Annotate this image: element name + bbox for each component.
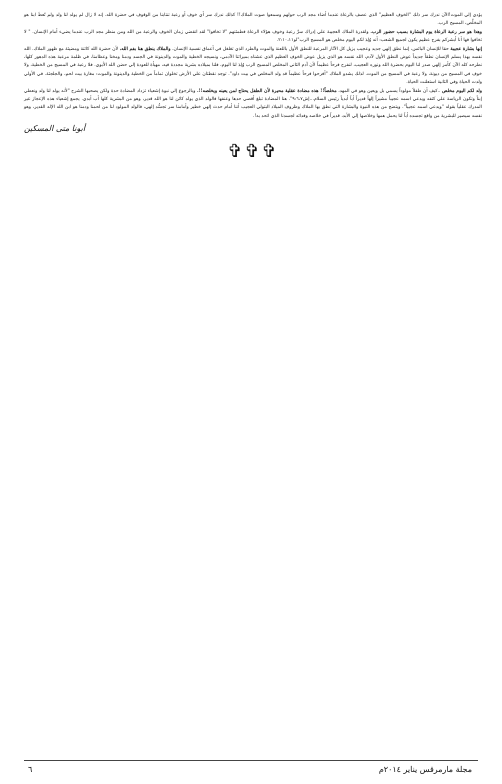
author-signature: أبونا متى المسكين — [24, 124, 86, 134]
paragraph-4-text-a: ..كيف أن طفلاً مولوداً يسمي بل ويعين وهو في المهد، — [336, 88, 442, 94]
paragraph-4 — [24, 88, 482, 122]
paragraph-3-text-a: حقا للإنسان البائس، إنما نطق إلهي جديد وعجيب يزيل كل الآثار المرعبة للنطق الأول باللعنة والموت والطرد الذي تغلغل في أعماق نفسية الإنسان. — [170, 46, 451, 52]
paragraph-2-heading: وهذا هو سر رعبة الرعاة يوم البشارة بسبب حضور الرب. — [370, 29, 482, 35]
page-footer — [24, 763, 478, 777]
cross-ornament-icon: ✞✞✞ — [227, 141, 279, 163]
paragraph-1 — [24, 12, 482, 29]
page-number: ٦ — [28, 765, 33, 774]
paragraph-3-text-b: لأن حضرة الله كائنة ومضيئة مع ظهور الملاك. الله نفسه بهذا يسلم الإنسان نطقاً جديداً عوض النطق الأول لآدم، الله نفسه هو الذي يزيل عوض الخوف العظيم الذي عشناه بميراثنا الآدمي، ونسيجه الخطية والموت والدينونة في الجسد ودمنا ومخنا وعظامنا، في ظلمة مرعبة هذه الدهور كلها، نطرحه كله الآن كأمر إلهي صدر لنا اليوم بحضرة الله ونوره العجيب، لنفرح فرحاً عظيماً لأن آدم الثاني المخلص المسيح الرب وُلِدَ لنا اليوم، فلنا بميلاده بشرية مجددة فيه، مهيأة للعودة إلي حضن الله الأبوي. فلا رعبة في المسيح من الخطية، ولا خوف في المسيح من ديونة، ولا رعبة في المسيح من الموت. لذلك يشدو الملاك "أفرحوا فرحاً عظيماً قد ولد المخلص في بيت داود". توجد نقطتان علي الأرض تخلوان تماماً من الخطية والدينونة والموت: مغارة بيت لحم، والجلجثة. في الأولي ولدت الحياة وفي الثانية استعلنت الحياة. — [24, 46, 482, 86]
paragraph-3-heading: إنها بشارة عجيبة — [450, 46, 483, 52]
article-body — [24, 12, 482, 121]
paragraph-4-text-b: وبالرجوع إلي نبوة إشعياء تزداد المضادة حدة ولكن يصحبها الشرح "لأنه يولد لنا ولد ونعطي إبناً وتكون الرياسة علي كتفه ويدعي اسمه عجيباً مشيراً إلهاً قديراً أباً أبدياً رئيس السلام...إش٩:٦،٧". هنا المضادة تبلغ أقصي حدها وعنفها فالولد الذي يولد كائن لنا هو الله قدير، وهو من البشرية كلها أب أبدي. يجمع إشعياء هذه الإعجاز غير المدرك عقلياً بقوله "ويدعي اسمه عجيباً". ويتضح من هذه النبوة والبشارة التي نطق بها الملاك وظروف الميلاد البتولي العجيب أننا أمام حدث إلهي خطير وأمامنا سر تجسُّد إلهي، فالولد المولود لنا من لحمنا ودمنا هو ابن الله الإله القدير، وهو نفسه سيصير للبشرية من واقع تجسده أباً لنا يحمل همها وخلاصها إلي الأبد، قديراً في خلاصه وفدائه لجسدنا الذي اتحد به!. — [24, 88, 482, 119]
journal-name: مجلة مارمرقس يناير ٢٠١٤م — [378, 765, 472, 774]
paragraph-4-heading: ولد لكم اليوم مخلص — [442, 88, 482, 94]
paragraph-1-text: يؤدي إلي الموت!الآن ندرك سر ذلك "الخوف العظيم" الذي عصف بالرعاة عندما أضاء مجد الرب حولهم وسمعوا صوت الملاك!! كذلك ندرك سر أي خوف أو رعبة تنتابنا من الوقوف في حضرة الله. إنه لا زال لم يولد لنا ولد ولم نُعطَ ابنا هو المخلِّص، المسيح الرب. — [24, 13, 482, 27]
paragraph-2 — [24, 29, 482, 46]
paragraph-4-emphasis: مخلصاً!! هذه مضادة عقلية محيرة لأن الطفل يحتاج لمن يعينه ويخلصه!!. — [196, 88, 337, 94]
paragraph-3-emphasis: والملاك ينطق هنا بفم الله، — [119, 46, 171, 52]
footer-divider — [24, 760, 478, 761]
paragraph-2-text: ولقدرة الملاك العجيبة علي إدراك سرِّ رعبة وخوف هؤلاء الرعاة فطمئنهم "لا تخافوا" لقد انقضي زمان الخوف والرعبة من الله ومن منظر مجد الرب عندما يضيء أمام الإنسان. " لا تخافوا فها أنا أبشركم بفرح عظيم يكون لجميع الشعب: أنه وُلِدَ لكم اليوم مخلص هو المسيح الرب"لو٢:١٠،١١. — [24, 29, 482, 44]
paragraph-3 — [24, 46, 482, 88]
